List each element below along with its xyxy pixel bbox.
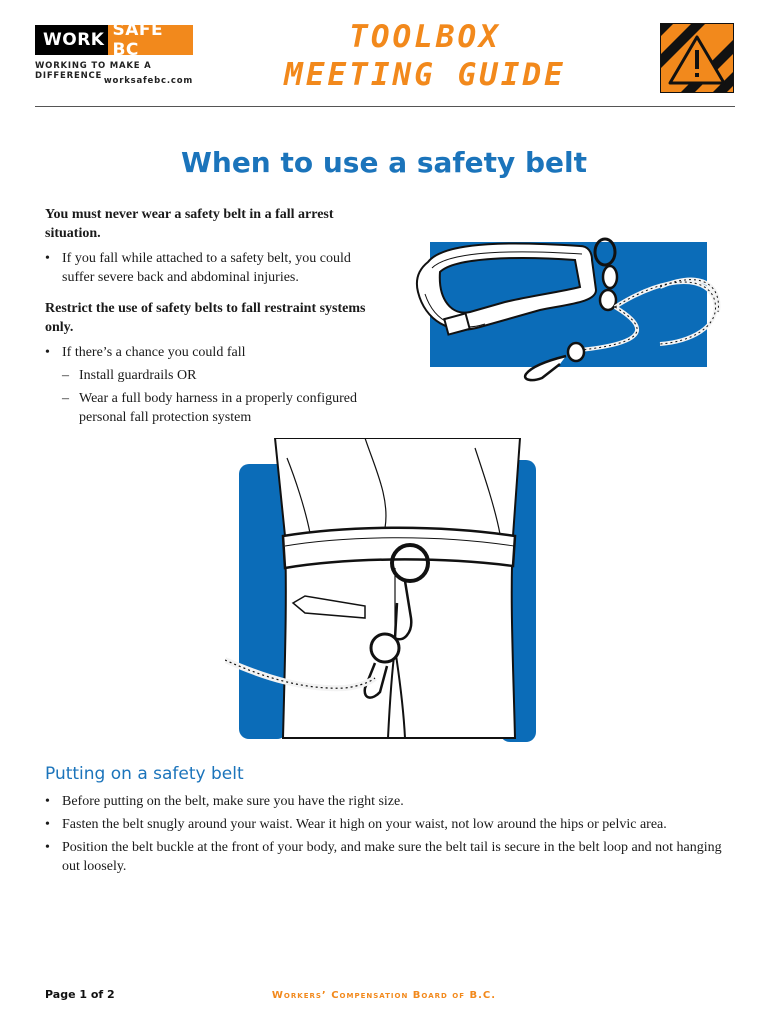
logo-safe-text: SAFE BC [108,25,193,55]
list-item: • Before putting on the belt, make sure you have the right size. [45,792,725,811]
guide-title-line1: TOOLBOX [349,19,501,55]
intro-section [45,205,375,439]
logo-work-text: WORK [35,25,108,55]
list-item [45,343,375,427]
putting-on-section [45,792,725,888]
sub-list-item: – Wear a full body harness in a properly configured personal fall protection system [62,389,375,427]
page-title: When to use a safety belt [181,146,587,179]
page-number: Page 1 of 2 [45,988,115,1001]
warning-triangle-icon [660,23,734,93]
footer-organization: Workers’ Compensation Board of B.C. [271,990,497,1001]
intro-lead-2: Restrict the use of safety belts to fall restraint systems only. [45,301,366,335]
website-text: worksafebc.com [103,76,193,86]
sub-list [62,366,375,427]
tagline: WORKING TO MAKE A DIFFERENCE [35,61,152,81]
list-item: • If you fall while attached to a safety belt, you could suffer severe back and abdominal injuries. [45,249,375,287]
list-item-text: If there’s a chance you could fall [62,345,246,360]
header-divider [35,106,735,107]
worksafebc-logo [35,20,193,60]
section-title-putting-on: Putting on a safety belt [45,764,244,784]
guide-title-line2: MEETING GUIDE [284,57,566,93]
intro-bullets-2 [45,343,375,427]
putting-on-list [45,792,725,876]
list-item: • Fasten the belt snugly around your waist. Wear it high on your waist, not low around the hips or pelvic area. [45,815,725,834]
sub-list-item: – Install guardrails OR [62,366,375,385]
safety-belt-lanyard-illustration [410,232,730,382]
worker-wearing-safety-belt-illustration [225,438,545,750]
intro-lead-1: You must never wear a safety belt in a fall arrest situation. [45,207,334,241]
list-item: • Position the belt buckle at the front of your body, and make sure the belt tail is secure in the belt loop and not hanging out loosely. [45,838,725,876]
intro-bullets-1 [45,249,375,287]
toolbox-guide-title [225,18,625,94]
